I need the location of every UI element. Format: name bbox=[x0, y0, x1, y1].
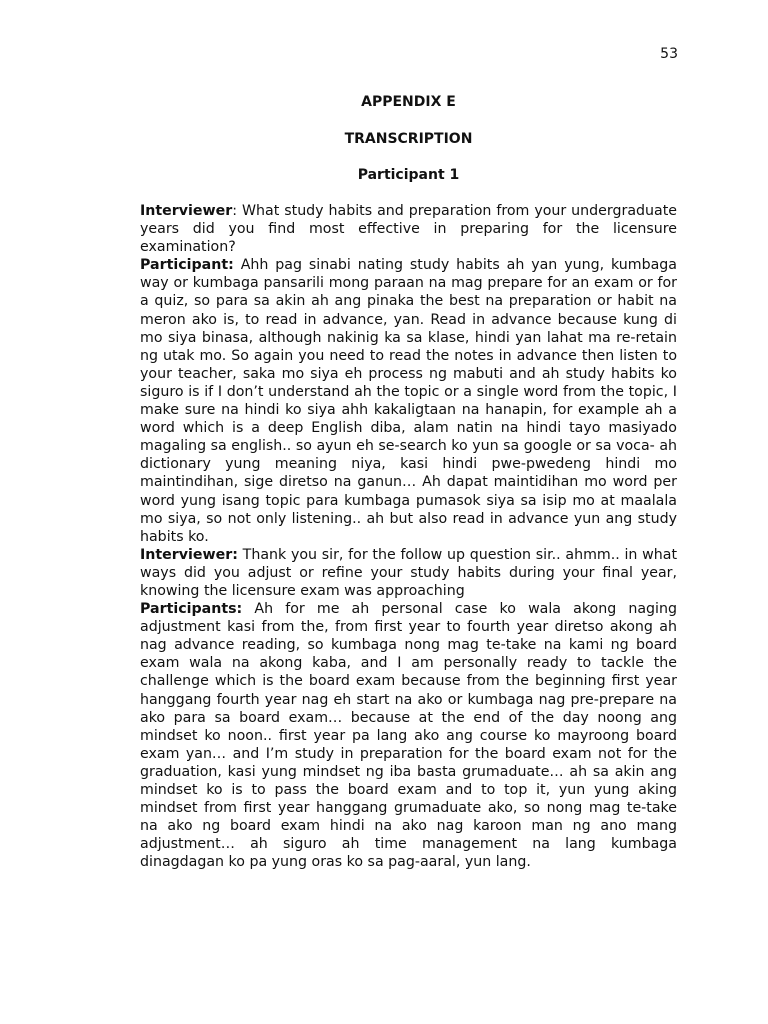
page-number: 53 bbox=[660, 46, 678, 62]
section-heading: TRANSCRIPTION bbox=[344, 131, 473, 147]
speaker-separator bbox=[242, 601, 254, 617]
transcript-body bbox=[140, 202, 677, 871]
transcript-turn-participant-2 bbox=[140, 600, 677, 871]
speaker-label: Participant: bbox=[140, 257, 234, 274]
transcript-turn-interviewer-1 bbox=[140, 202, 677, 256]
speaker-label: Participants: bbox=[140, 601, 243, 618]
speaker-separator: : bbox=[232, 203, 242, 219]
participant-heading: Participant 1 bbox=[357, 167, 460, 183]
turn-text: Thank you sir, for the follow up question sir.. ahmm.. in what ways did you adjust or refine your study habits during your final year, knowing the licensure exam was approaching bbox=[140, 546, 678, 599]
turn-text: Ahh pag sinabi nating study habits ah yan yung, kumbaga way or kumbaga pansarili mong paraan na mag prepare for an exam or for a quiz, so para sa akin ah ang pinaka the best na preparation or habit na meron ako is, to read in advance, yan. Read in advance because kung di mo siya binasa, although nakinig ka sa klase, hindi yan lahat ma re-retain ng utak mo. So again you need to read the notes in advance then listen to your teacher, saka mo siya eh process ng mabuti and ah study habits ko siguro is if I don’t understand ah the topic or a single word from the topic, I make sure na hindi ko siya ahh kakaligtaan na hanapin, for example ah a word which is a deep English diba, alam natin na hindi tayo masiyado magaling sa english.. so ayun eh se-search ko yun sa google or sa voca- ah dictionary yung meaning niya, kasi hindi pwe-pwedeng hindi mo maintindihan, sige diretso na ganun… Ah dapat maintidihan mo word per word yung isang topic para kumbaga pumasok siya sa isip mo at maalala mo siya, so not only listening.. ah but also read in advance yun ang study habits ko. bbox=[140, 257, 677, 545]
transcript-turn-participant-1 bbox=[140, 256, 677, 546]
appendix-heading: APPENDIX E bbox=[361, 94, 456, 110]
speaker-label: Interviewer bbox=[140, 203, 233, 219]
transcript-turn-interviewer-2 bbox=[140, 546, 677, 600]
turn-text: What study habits and preparation from your undergraduate years did you find most effective in preparing for the licensure examination? bbox=[140, 203, 677, 256]
turn-text: Ah for me ah personal case ko wala akong naging adjustment kasi from the, from first year to fourth year diretso akong ah nag advance reading, so kumbaga nong mag te-take na kami ng board exam wala na akong kaba, and I am personally ready to tackle the challenge which is the board exam because from the beginning first year hanggang fourth year nag eh start na ako or kumbaga nag pre-prepare na ako para sa board exam… because at the end of the day noong ang mindset ko noon.. first year pa lang ako ang course ko mayroong board exam yan… and I’m study in preparation for the board exam not for the graduation, kasi yung mindset ng iba basta grumaduate… ah sa akin ang mindset ko is to pass the board exam and to top it, yun yung aking mindset from first year hanggang grumaduate ako, so nong mag te-take na ako ng board exam hindi na ako nag karoon man ng ano mang adjustment… ah siguro ah time management na lang kumbaga dinagdagan ko pa yung oras ko sa pag-aaral, yun lang. bbox=[140, 601, 677, 871]
speaker-separator bbox=[234, 257, 241, 273]
speaker-label: Interviewer: bbox=[140, 546, 238, 563]
